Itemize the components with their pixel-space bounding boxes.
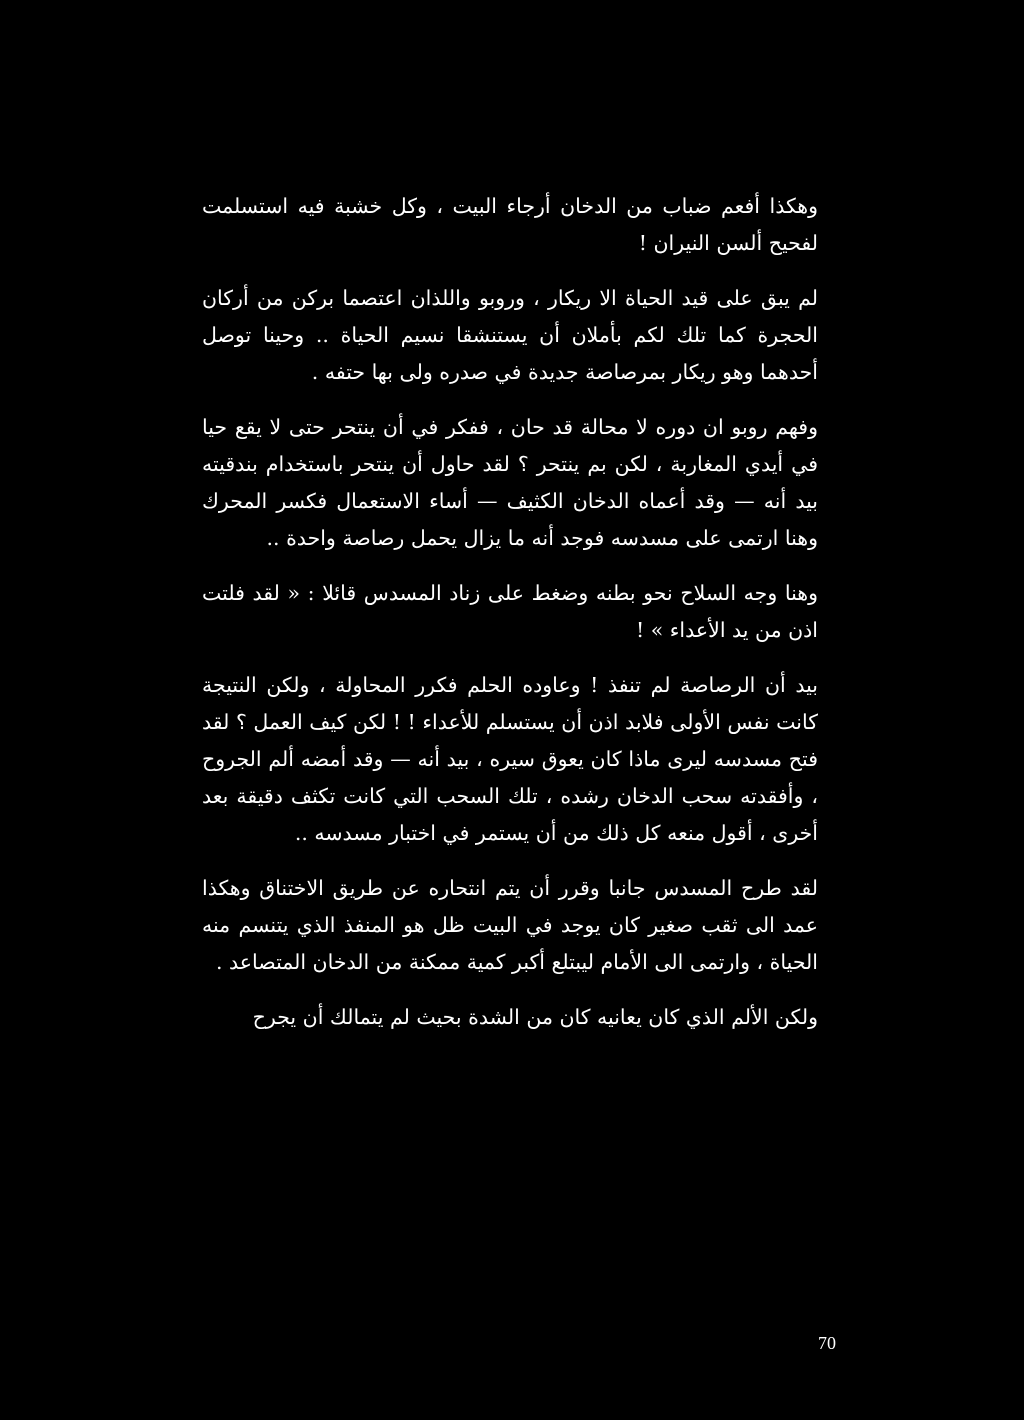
paragraph-1: وهكذا أفعم ضباب من الدخان أرجاء البيت ، وكل خشبة فيه استسلمت لفحيح ألسن النيران ! (202, 194, 818, 255)
paragraph-4: وهنا وجه السلاح نحو بطنه وضغط على زناد المسدس قائلا : « لقد فلتت اذن من يد الأعداء » ! (202, 581, 818, 642)
page-body (202, 188, 818, 1036)
paragraph-2: لم يبق على قيد الحياة الا ريكار ، وروبو واللذان اعتصما بركن من أركان الحجرة كما تلك لكم بأملان أن يستنشقا نسيم الحياة .. وحينا توصل أحدهما وهو ريكار بمرصاصة جديدة في صدره ولى بها حتفه . (202, 286, 818, 384)
paragraph-3: وفهم روبو ان دوره لا محالة قد حان ، ففكر في أن ينتحر حتى لا يقع حيا في أيدي المغاربة ، لكن بم ينتحر ؟ لقد حاول أن ينتحر باستخدام بندقيته بيد أنه — وقد أعماه الدخان الكثيف — أساء الاستعمال فكسر المحرك وهنا ارتمى على مسدسه فوجد أنه ما يزال يحمل رصاصة واحدة .. (202, 415, 818, 550)
paragraph-5: بيد أن الرصاصة لم تنفذ ! وعاوده الحلم فكرر المحاولة ، ولكن النتيجة كانت نفس الأولى فلابد اذن أن يستسلم للأعداء ! ! لكن كيف العمل ؟ لقد فتح مسدسه ليرى ماذا كان يعوق سيره ، بيد أنه — وقد أمضه ألم الجروح ، وأفقدته سحب الدخان رشده ، تلك السحب التي كانت تكثف دقيقة بعد أخرى ، أقول منعه كل ذلك من أن يستمر في اختبار مسدسه .. (202, 673, 818, 845)
paragraph-6: لقد طرح المسدس جانبا وقرر أن يتم انتحاره عن طريق الاختناق وهكذا عمد الى ثقب صغير كان يوجد في البيت ظل هو المنفذ الذي يتنسم منه الحياة ، وارتمى الى الأمام ليبتلع أكبر كمية ممكنة من الدخان المتصاعد . (202, 876, 818, 974)
paragraph-7: ولكن الألم الذي كان يعانيه كان من الشدة بحيث لم يتمالك أن يجرح (252, 1005, 818, 1029)
page-number: 70 (818, 1333, 836, 1353)
